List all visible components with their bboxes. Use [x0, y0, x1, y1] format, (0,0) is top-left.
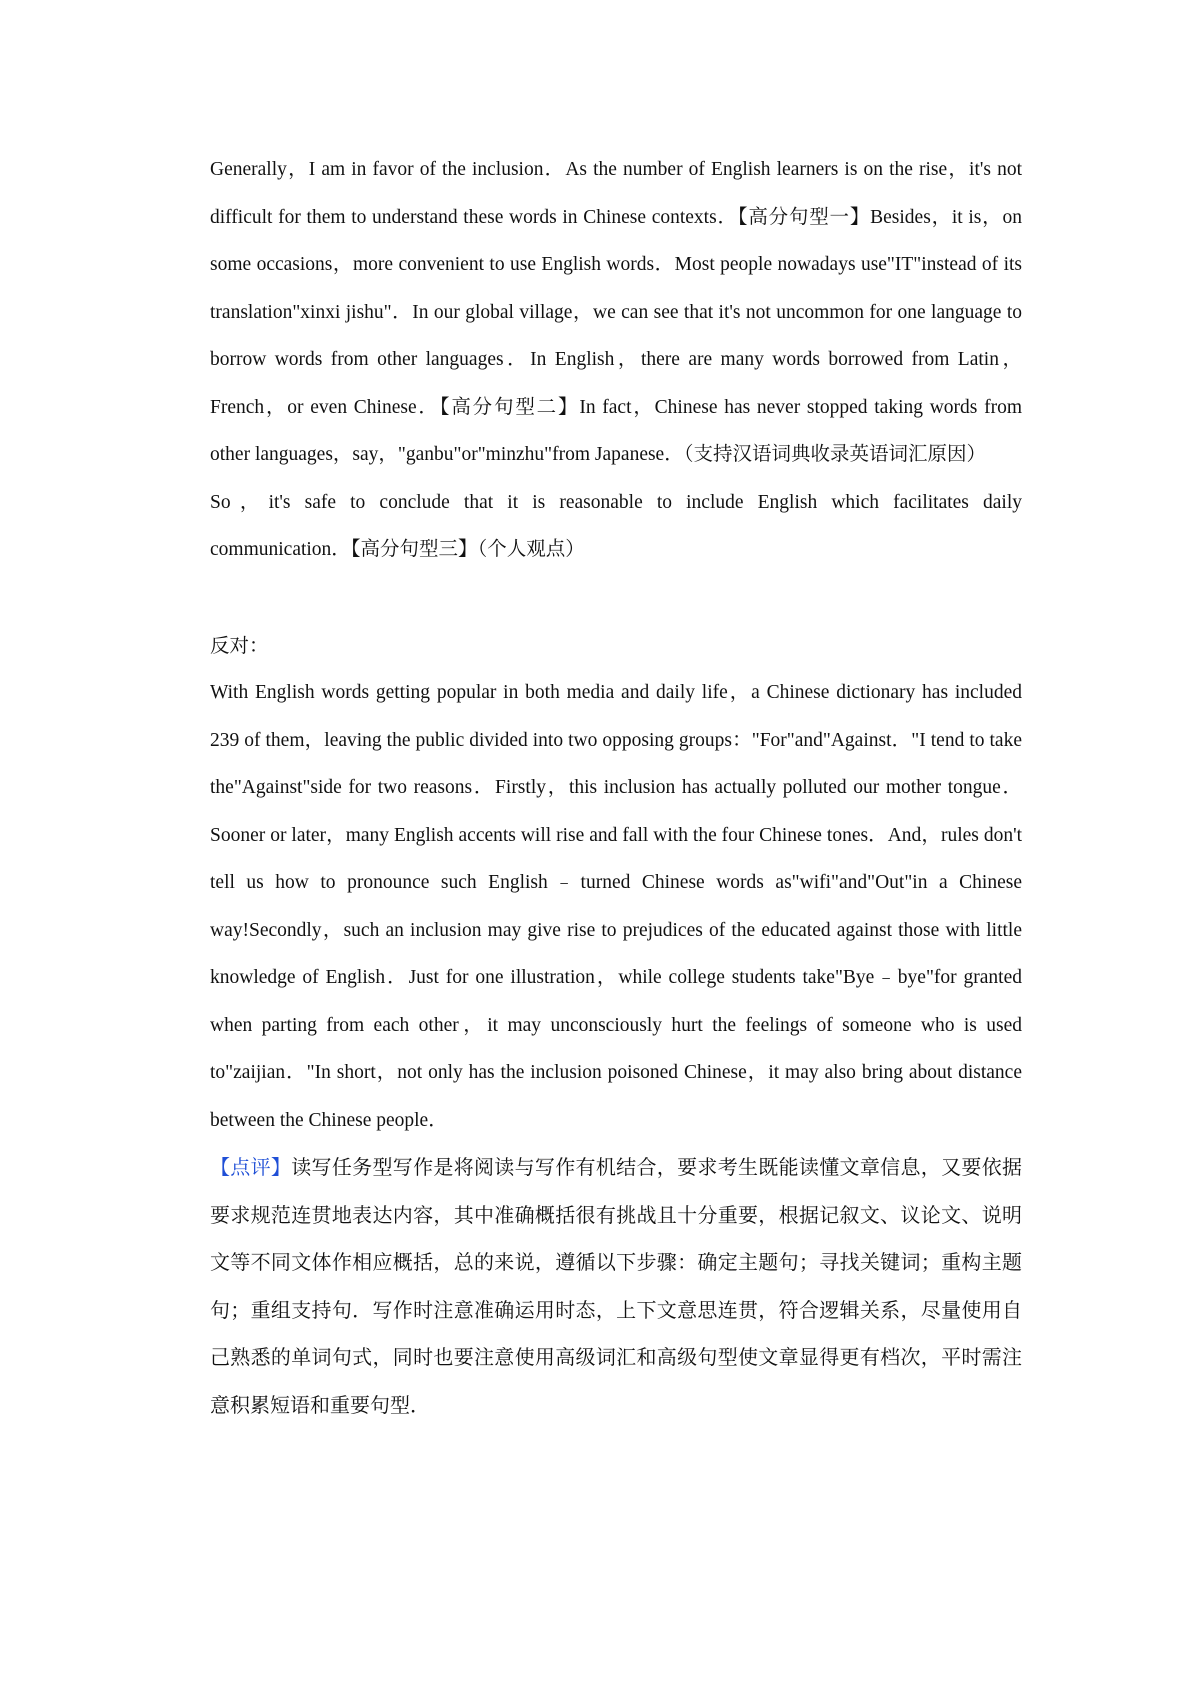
section-gap: [210, 574, 1022, 622]
commentary-paragraph: [210, 1144, 1022, 1429]
oppose-paragraph: With English words getting popular in both media and daily life，a Chinese dictionary has included 239 of them，leaving the public divided into two opposing groups："For"and"Against．"I tend to take the"Against"side for two reasons．Firstly，this inclusion has actually polluted our mother tongue．Sooner or later，many English accents will rise and fall with the four Chinese tones．And，rules don't tell us how to pronounce such English﹣turned Chinese words as"wifi"and"Out"in a Chinese way!Secondly，such an inclusion may give rise to prejudices of the educated against those with little knowledge of English．Just for one illustration，while college students take"Bye﹣bye"for granted when parting from each other，it may unconsciously hurt the feelings of someone who is used to"zaijian．"In short，not only has the inclusion poisoned Chinese，it may also bring about distance between the Chinese people．: [210, 682, 1022, 1131]
commentary-text: 读写任务型写作是将阅读与写作有机结合，要求考生既能读懂文章信息，又要依据要求规范连贯地表达内容，其中准确概括很有挑战且十分重要，根据记叙文、议论文、说明文等不同文体作相应概括，总的来说，遵循以下步骤：确定主题句；寻找关键词；重构主题句；重组支持句．写作时注意准确运用时态，上下文意思连贯，符合逻辑关系，尽量使用自己熟悉的单词句式，同时也要注意使用高级词汇和高级句型使文章显得更有档次，平时需注意积累短语和重要句型．: [210, 1155, 1023, 1417]
oppose-label: 反对：: [210, 633, 269, 657]
support-paragraph-1: Generally，I am in favor of the inclusion．As the number of English learners is on the rise，it's not difficult for them to understand these words in Chinese contexts．【高分句型一】Besides，it is，on some occasions，more convenient to use English words．Most people nowadays use"IT"instead of its translation"xinxi jishu"．In our global village，we can see that it's not uncommon for one language to borrow words from other languages．In English，there are many words borrowed from Latin，French，or even Chinese．【高分句型二】In fact，Chinese has never stopped taking words from other languages，say，"ganbu"or"minzhu"from Japanese．（支持汉语词典收录英语词汇原因）: [210, 159, 1022, 465]
document-page: [210, 146, 1022, 1429]
commentary-tag: 【点评】: [210, 1155, 292, 1179]
support-paragraph-2: So，it's safe to conclude that it is reasonable to include English which facilitates daily communication．【高分句型三】（个人观点）: [210, 491, 1022, 560]
